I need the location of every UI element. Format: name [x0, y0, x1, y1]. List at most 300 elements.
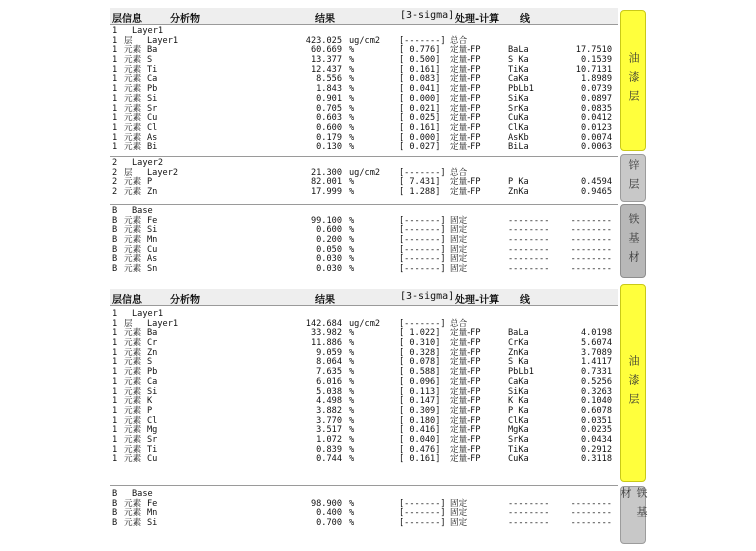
layer-code: 1 — [112, 132, 118, 143]
analyte-name: Mg — [147, 425, 158, 436]
table-row — [110, 95, 618, 105]
layer-name: Base — [132, 206, 153, 216]
table-row — [110, 37, 618, 47]
sigma-value: [ 0.309] — [399, 405, 441, 416]
table-row — [110, 56, 618, 66]
table-row — [110, 85, 618, 95]
sigma-value: [-------] — [399, 225, 446, 236]
layer-name: Base — [132, 489, 153, 499]
result-unit: % — [349, 518, 355, 529]
spectral-line: -------- — [508, 215, 550, 226]
calc-method: 总合 — [450, 167, 468, 178]
table-row — [110, 446, 618, 456]
result-value: 0.600 — [316, 122, 342, 133]
calc-method: 定量-FP — [450, 74, 481, 85]
spectral-line: -------- — [508, 498, 550, 509]
row-type: 元素 — [124, 498, 142, 509]
sigma-value: [-------] — [399, 167, 446, 178]
tab-paint-layer[interactable] — [620, 284, 646, 482]
layer-code: 1 — [112, 113, 118, 124]
sigma-value: [ 0.000] — [399, 132, 441, 143]
spectral-line: ClKa — [508, 415, 529, 426]
sigma-value: [ 0.025] — [399, 113, 441, 124]
row-type: 元素 — [124, 93, 142, 104]
result-unit: % — [349, 454, 355, 465]
line-intensity: -------- — [570, 264, 612, 275]
sigma-value: [-------] — [399, 235, 446, 246]
analyte-name: Si — [147, 225, 158, 236]
result-value: 3.882 — [316, 405, 342, 416]
spectral-line: TiKa — [508, 64, 529, 75]
spectral-line: BaLa — [508, 328, 529, 339]
column-header-bar — [110, 8, 618, 25]
analyte-name: Cl — [147, 415, 158, 426]
calc-method: 固定 — [450, 508, 468, 519]
row-type: 层 — [124, 35, 133, 46]
line-intensity: -------- — [570, 498, 612, 509]
sigma-value: [ 0.078] — [399, 357, 441, 368]
tab-iron-substrate-label: 铁基材 — [627, 212, 640, 270]
layer-code: 1 — [112, 309, 118, 319]
sigma-value: [ 0.083] — [399, 74, 441, 85]
table-row — [110, 105, 618, 115]
result-unit: % — [349, 415, 355, 426]
row-type: 元素 — [124, 142, 142, 153]
layer-code: 1 — [112, 93, 118, 104]
row-type: 元素 — [124, 187, 142, 198]
row-type: 元素 — [124, 55, 142, 66]
sigma-value: [ 0.147] — [399, 396, 441, 407]
layer-code: 1 — [112, 35, 118, 46]
layer-code: 1 — [112, 338, 118, 349]
sigma-value: [-------] — [399, 498, 446, 509]
calc-method: 定量-FP — [450, 84, 481, 95]
calc-method: 总合 — [450, 35, 468, 46]
result-value: 423.025 — [305, 35, 342, 46]
table-row — [110, 169, 618, 179]
result-unit: % — [349, 508, 355, 519]
table-row — [110, 66, 618, 76]
sigma-value: [ 0.416] — [399, 425, 441, 436]
layer-code: B — [112, 489, 118, 499]
result-value: 13.377 — [310, 55, 342, 66]
layer-code: B — [112, 508, 118, 519]
row-type: 层 — [124, 167, 133, 178]
spectral-line: -------- — [508, 244, 550, 255]
sigma-value: [ 0.113] — [399, 386, 441, 397]
col-processing: 处理-计算 — [455, 14, 500, 25]
line-intensity: 0.3263 — [580, 386, 612, 397]
result-unit: % — [349, 357, 355, 368]
sigma-value: [ 0.476] — [399, 444, 441, 455]
calc-method: 定量-FP — [450, 434, 481, 445]
calc-method: 固定 — [450, 264, 468, 275]
calc-method: 固定 — [450, 244, 468, 255]
table-row — [110, 407, 618, 417]
analyte-name: Ba — [147, 328, 158, 339]
layer-code: 1 — [112, 405, 118, 416]
table-row — [110, 46, 618, 56]
analyte-name: Pb — [147, 367, 158, 378]
spectral-line: K Ka — [508, 396, 529, 407]
analyte-name: As — [147, 254, 158, 265]
row-type: 元素 — [124, 376, 142, 387]
result-value: 12.437 — [310, 64, 342, 75]
table-row — [110, 519, 618, 529]
col-sigma: [3-sigma] — [400, 291, 455, 302]
result-value: 5.038 — [316, 386, 342, 397]
layer-code: B — [112, 235, 118, 246]
layer-code: 1 — [112, 434, 118, 445]
result-value: 0.744 — [316, 454, 342, 465]
result-unit: % — [349, 64, 355, 75]
line-intensity: 5.6074 — [580, 338, 612, 349]
col-analyte: 分析物 — [170, 14, 200, 25]
sigma-value: [-------] — [399, 215, 446, 226]
result-unit: % — [349, 235, 355, 246]
result-unit: % — [349, 396, 355, 407]
result-unit: % — [349, 264, 355, 275]
analyte-name: Ba — [147, 45, 158, 56]
result-value: 99.100 — [310, 215, 342, 226]
line-intensity: 0.4594 — [580, 177, 612, 188]
row-type: 元素 — [124, 386, 142, 397]
tab-iron-substrate[interactable] — [620, 486, 646, 544]
layer-code: 1 — [112, 425, 118, 436]
row-type: 元素 — [124, 215, 142, 226]
layer-code: B — [112, 254, 118, 265]
result-value: 98.900 — [310, 498, 342, 509]
layer-code: 2 — [112, 187, 118, 198]
result-unit: ug/cm2 — [349, 318, 381, 329]
table-row — [110, 265, 618, 275]
line-intensity: 0.0835 — [580, 103, 612, 114]
spectral-line: SrKa — [508, 103, 529, 114]
tab-iron-substrate-label: 铁基材 — [619, 487, 648, 525]
result-value: 21.300 — [310, 167, 342, 178]
result-unit: % — [349, 444, 355, 455]
calc-method: 定量-FP — [450, 444, 481, 455]
analyte-name: Sn — [147, 264, 158, 275]
layer-code: 1 — [112, 347, 118, 358]
spectral-line: -------- — [508, 518, 550, 529]
result-value: 7.635 — [316, 367, 342, 378]
sigma-value: [-------] — [399, 318, 446, 329]
layer-code: 1 — [112, 45, 118, 56]
result-unit: % — [349, 187, 355, 198]
col-result: 结果 — [315, 295, 335, 306]
row-type: 元素 — [124, 113, 142, 124]
tab-paint-layer-label: 油漆层 — [627, 52, 640, 109]
calc-method: 定量-FP — [450, 132, 481, 143]
layer-code: B — [112, 498, 118, 509]
analyte-name: Cu — [147, 454, 158, 465]
layer-block — [110, 485, 618, 529]
layer-code: 1 — [112, 386, 118, 397]
sigma-value: [ 7.431] — [399, 177, 441, 188]
line-intensity: -------- — [570, 215, 612, 226]
col-analyte: 分析物 — [170, 295, 200, 306]
calc-method: 定量-FP — [450, 415, 481, 426]
row-type: 元素 — [124, 434, 142, 445]
col-line: 线 — [520, 14, 530, 25]
result-unit: % — [349, 45, 355, 56]
table-row — [110, 397, 618, 407]
layer-block — [110, 156, 618, 198]
line-intensity: 0.6078 — [580, 405, 612, 416]
row-type: 元素 — [124, 244, 142, 255]
row-type: 元素 — [124, 103, 142, 114]
analyte-name: Cr — [147, 338, 158, 349]
analyte-name: Sr — [147, 434, 158, 445]
layer-code: 2 — [112, 167, 118, 178]
table-row — [110, 75, 618, 85]
sigma-value: [ 1.288] — [399, 187, 441, 198]
analyte-name: P — [147, 177, 153, 188]
analysis-table-2 — [110, 289, 618, 545]
spectral-line: -------- — [508, 264, 550, 275]
row-type: 元素 — [124, 45, 142, 56]
line-intensity: 0.1539 — [580, 55, 612, 66]
result-value: 4.498 — [316, 396, 342, 407]
line-intensity: 0.3118 — [580, 454, 612, 465]
spectral-line: ZnKa — [508, 347, 529, 358]
analyte-name: K — [147, 396, 153, 407]
calc-method: 定量-FP — [450, 113, 481, 124]
row-type: 元素 — [124, 338, 142, 349]
result-unit: % — [349, 254, 355, 265]
analyte-name: Si — [147, 386, 158, 397]
spectral-line: SrKa — [508, 434, 529, 445]
table-row — [110, 455, 618, 465]
spectral-line: MgKa — [508, 425, 529, 436]
result-value: 0.603 — [316, 113, 342, 124]
sigma-value: [ 1.022] — [399, 328, 441, 339]
sigma-value: [ 0.041] — [399, 84, 441, 95]
sigma-value: [-------] — [399, 518, 446, 529]
table-row — [110, 358, 618, 368]
layer-code: 1 — [112, 103, 118, 114]
layer-code: 1 — [112, 328, 118, 339]
spectral-line: P Ka — [508, 405, 529, 416]
result-unit: % — [349, 103, 355, 114]
result-value: 0.130 — [316, 142, 342, 153]
result-value: 60.669 — [310, 45, 342, 56]
sigma-value: [ 0.096] — [399, 376, 441, 387]
col-layer-info: 层信息 — [112, 14, 142, 25]
layer-code: 1 — [112, 415, 118, 426]
layer-code: B — [112, 264, 118, 275]
calc-method: 定量-FP — [450, 122, 481, 133]
analyte-name: Pb — [147, 84, 158, 95]
result-value: 142.684 — [305, 318, 342, 329]
table-row — [110, 188, 618, 198]
table-row — [110, 134, 618, 144]
layer-name: Layer1 — [132, 309, 164, 319]
table-row — [110, 143, 618, 153]
result-value: 3.517 — [316, 425, 342, 436]
line-intensity: 4.0198 — [580, 328, 612, 339]
tab-paint-layer-label: 油漆层 — [627, 354, 640, 412]
line-intensity: 1.4117 — [580, 357, 612, 368]
line-intensity: -------- — [570, 254, 612, 265]
layer-name: Layer2 — [132, 158, 164, 168]
tab-zinc-layer[interactable] — [620, 154, 646, 202]
spectral-line: CrKa — [508, 338, 529, 349]
layer-code: 1 — [112, 444, 118, 455]
tab-paint-layer[interactable] — [620, 10, 646, 151]
layer-code: 1 — [112, 64, 118, 75]
sigma-value: [ 0.161] — [399, 122, 441, 133]
line-intensity: -------- — [570, 244, 612, 255]
row-type: 元素 — [124, 225, 142, 236]
layer-code: 1 — [112, 376, 118, 387]
col-layer-info: 层信息 — [112, 295, 142, 306]
line-intensity: 0.0897 — [580, 93, 612, 104]
row-type: 元素 — [124, 454, 142, 465]
row-type: 元素 — [124, 444, 142, 455]
result-unit: % — [349, 338, 355, 349]
calc-method: 定量-FP — [450, 347, 481, 358]
calc-method: 定量-FP — [450, 187, 481, 198]
calc-method: 定量-FP — [450, 425, 481, 436]
line-intensity: 0.0063 — [580, 142, 612, 153]
row-type: 元素 — [124, 518, 142, 529]
result-unit: % — [349, 142, 355, 153]
calc-method: 定量-FP — [450, 396, 481, 407]
calc-method: 定量-FP — [450, 177, 481, 188]
line-intensity: -------- — [570, 508, 612, 519]
sigma-value: [ 0.180] — [399, 415, 441, 426]
analyte-name: Zn — [147, 347, 158, 358]
spectral-line: AsKb — [508, 132, 529, 143]
sigma-value: [ 0.161] — [399, 454, 441, 465]
analyte-name: S — [147, 55, 153, 66]
result-value: 8.556 — [316, 74, 342, 85]
table-row — [110, 124, 618, 134]
table-row — [110, 349, 618, 359]
sigma-value: [ 0.328] — [399, 347, 441, 358]
row-type: 元素 — [124, 357, 142, 368]
analyte-name: Layer2 — [147, 167, 179, 178]
layer-block — [110, 204, 618, 275]
result-unit: % — [349, 177, 355, 188]
result-unit: % — [349, 74, 355, 85]
calc-method: 固定 — [450, 498, 468, 509]
calc-method: 固定 — [450, 235, 468, 246]
spectral-line: ClKa — [508, 122, 529, 133]
analyte-name: Cu — [147, 113, 158, 124]
line-intensity: 3.7089 — [580, 347, 612, 358]
row-type: 元素 — [124, 367, 142, 378]
result-value: 3.770 — [316, 415, 342, 426]
layer-code: 1 — [112, 55, 118, 66]
line-intensity: 0.0074 — [580, 132, 612, 143]
calc-method: 定量-FP — [450, 376, 481, 387]
analyte-name: S — [147, 357, 153, 368]
spectral-line: S Ka — [508, 55, 529, 66]
result-unit: % — [349, 93, 355, 104]
result-unit: % — [349, 84, 355, 95]
col-result: 结果 — [315, 14, 335, 25]
table-row — [110, 320, 618, 330]
analysis-table-1 — [110, 8, 618, 278]
sigma-value: [ 0.500] — [399, 55, 441, 66]
calc-method: 固定 — [450, 254, 468, 265]
calc-method: 定量-FP — [450, 338, 481, 349]
analyte-name: Sr — [147, 103, 158, 114]
analyte-name: Ca — [147, 376, 158, 387]
calc-method: 固定 — [450, 225, 468, 236]
row-type: 元素 — [124, 396, 142, 407]
line-intensity: 1.8989 — [580, 74, 612, 85]
result-unit: % — [349, 347, 355, 358]
col-processing: 处理-计算 — [455, 295, 500, 306]
table-row — [110, 417, 618, 427]
spectral-line: CuKa — [508, 113, 529, 124]
result-value: 6.016 — [316, 376, 342, 387]
calc-method: 定量-FP — [450, 55, 481, 66]
row-type: 元素 — [124, 64, 142, 75]
sigma-value: [ 0.000] — [399, 93, 441, 104]
result-value: 0.839 — [316, 444, 342, 455]
sigma-value: [-------] — [399, 244, 446, 255]
spectral-line: BiLa — [508, 142, 529, 153]
table-row — [110, 436, 618, 446]
line-intensity: 10.7131 — [575, 64, 612, 75]
analyte-name: Cu — [147, 244, 158, 255]
calc-method: 定量-FP — [450, 454, 481, 465]
spectral-line: SiKa — [508, 386, 529, 397]
layer-code: 1 — [112, 454, 118, 465]
line-intensity: 0.1040 — [580, 396, 612, 407]
result-value: 0.600 — [316, 225, 342, 236]
result-value: 1.843 — [316, 84, 342, 95]
result-unit: % — [349, 386, 355, 397]
spectral-line: -------- — [508, 225, 550, 236]
spectral-line: CuKa — [508, 454, 529, 465]
line-intensity: 0.0739 — [580, 84, 612, 95]
layer-code: 1 — [112, 367, 118, 378]
tab-zinc-layer-label: 锌层 — [627, 159, 640, 197]
analyte-name: Fe — [147, 498, 158, 509]
analyte-name: Fe — [147, 215, 158, 226]
layer-code: B — [112, 206, 118, 216]
row-type: 元素 — [124, 415, 142, 426]
analyte-name: Si — [147, 93, 158, 104]
spectral-line: -------- — [508, 235, 550, 246]
layer-block — [110, 27, 618, 153]
result-unit: % — [349, 405, 355, 416]
result-value: 0.200 — [316, 235, 342, 246]
analyte-name: Ca — [147, 74, 158, 85]
calc-method: 定量-FP — [450, 64, 481, 75]
result-unit: % — [349, 132, 355, 143]
row-type: 元素 — [124, 132, 142, 143]
row-type: 元素 — [124, 177, 142, 188]
layer-code: 1 — [112, 142, 118, 153]
tab-iron-substrate[interactable] — [620, 204, 646, 278]
result-unit: % — [349, 376, 355, 387]
result-unit: % — [349, 367, 355, 378]
calc-method: 总合 — [450, 318, 468, 329]
spectral-line: PbLb1 — [508, 84, 534, 95]
row-type: 元素 — [124, 264, 142, 275]
spectral-line: SiKa — [508, 93, 529, 104]
line-intensity: 17.7510 — [575, 45, 612, 56]
result-unit: % — [349, 225, 355, 236]
spectral-line: BaLa — [508, 45, 529, 56]
